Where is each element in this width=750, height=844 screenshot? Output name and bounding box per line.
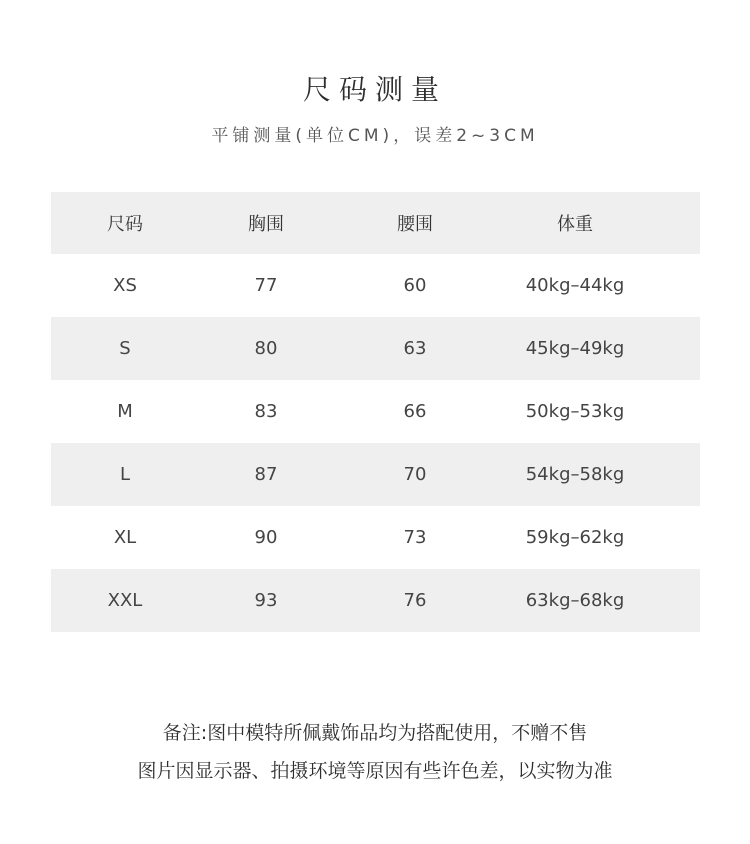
cell-weight: 50kg–53kg — [525, 401, 625, 422]
cell-size: XXL — [107, 590, 143, 611]
table-row — [51, 506, 700, 569]
cell-size: XS — [113, 275, 137, 296]
note-line-2: 图片因显示器、拍摄环境等原因有些许色差，以实物为准 — [137, 760, 613, 782]
table-header-row — [51, 192, 700, 254]
cell-weight: 63kg–68kg — [525, 590, 625, 611]
notes — [0, 714, 750, 790]
table-row — [51, 317, 700, 380]
cell-weight: 45kg–49kg — [525, 338, 625, 359]
header-weight: 体重 — [557, 214, 593, 235]
header-chest: 胸围 — [248, 214, 284, 235]
cell-waist: 73 — [403, 527, 427, 548]
page-title: 尺码测量 — [302, 73, 447, 106]
cell-chest: 80 — [254, 338, 278, 359]
cell-chest: 93 — [254, 590, 278, 611]
header-size: 尺码 — [107, 214, 143, 235]
size-table — [51, 192, 700, 632]
page-subtitle: 平铺测量(单位CM)，误差2~3CM — [211, 126, 539, 146]
note-line-1: 备注:图中模特所佩戴饰品均为搭配使用，不赠不售 — [162, 722, 588, 744]
cell-weight: 40kg–44kg — [525, 275, 625, 296]
table-row — [51, 569, 700, 632]
cell-size: L — [119, 464, 131, 485]
cell-chest: 77 — [254, 275, 278, 296]
cell-waist: 70 — [403, 464, 427, 485]
cell-weight: 59kg–62kg — [525, 527, 625, 548]
cell-size: S — [119, 338, 131, 359]
cell-waist: 60 — [403, 275, 427, 296]
cell-waist: 63 — [403, 338, 427, 359]
table-row — [51, 380, 700, 443]
cell-waist: 66 — [403, 401, 427, 422]
table-row — [51, 254, 700, 317]
cell-chest: 90 — [254, 527, 278, 548]
cell-size: XL — [113, 527, 137, 548]
cell-chest: 83 — [254, 401, 278, 422]
cell-size: M — [117, 401, 133, 422]
cell-weight: 54kg–58kg — [525, 464, 625, 485]
cell-waist: 76 — [403, 590, 427, 611]
header-waist: 腰围 — [397, 214, 433, 235]
cell-chest: 87 — [254, 464, 278, 485]
table-row — [51, 443, 700, 506]
